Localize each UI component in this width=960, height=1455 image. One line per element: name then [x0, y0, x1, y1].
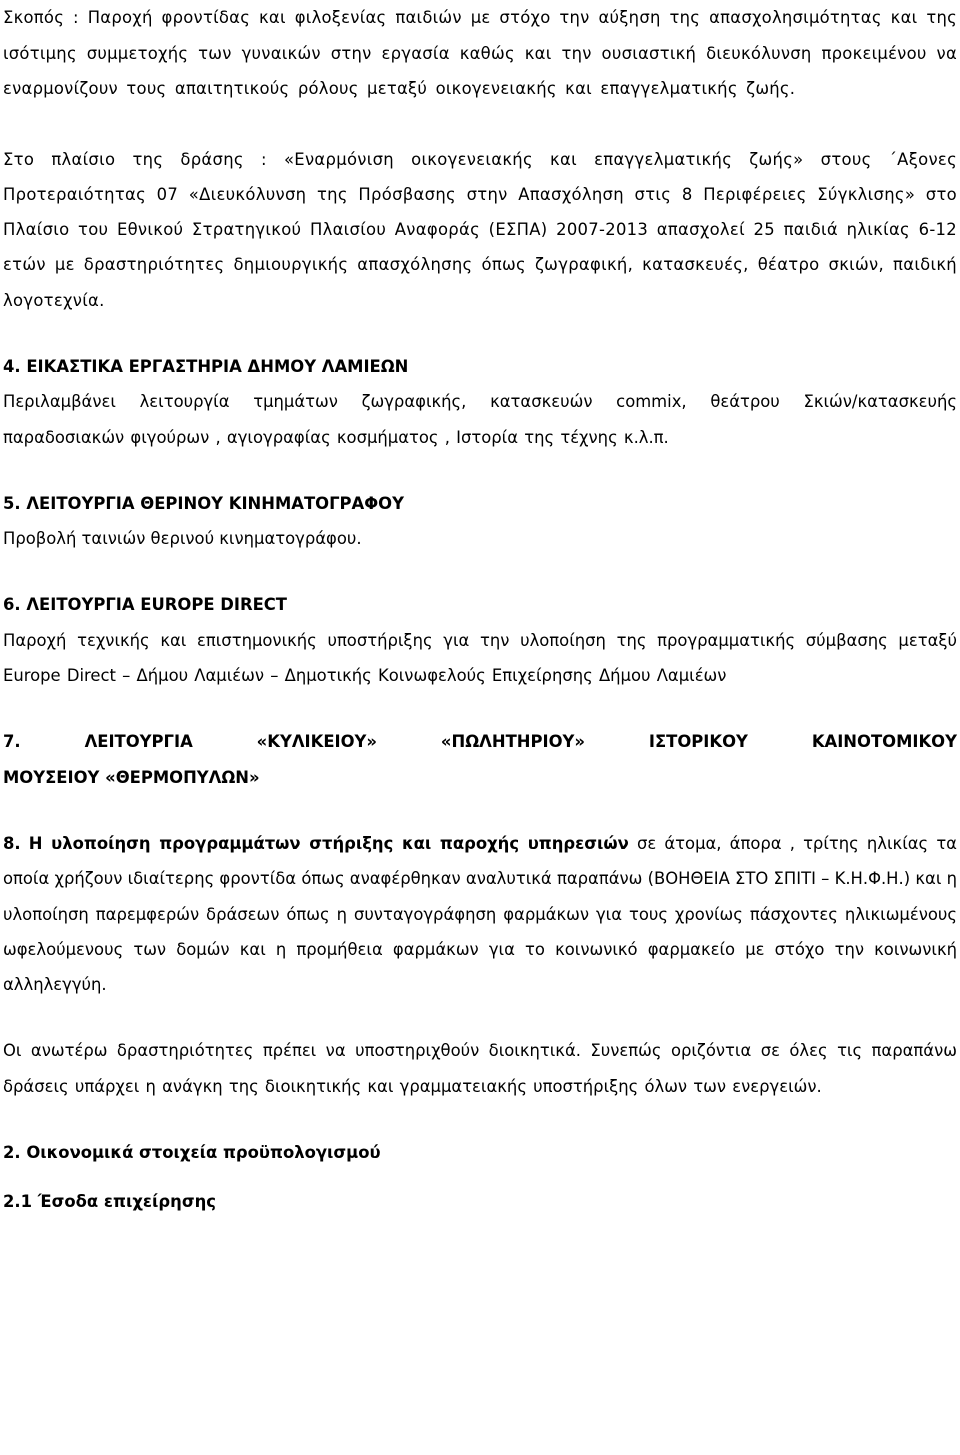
- section-6-title: ΛΕΙΤΟΥΡΓΙΑ EUROPE DIRECT: [26, 595, 287, 615]
- section-8-number: 8.: [3, 833, 21, 853]
- section-7-number: 7.: [3, 732, 21, 752]
- section-6-number: 6.: [3, 595, 21, 615]
- section-7-title-line1: ΛΕΙΤΟΥΡΓΙΑ «ΚΥΛΙΚΕΙΟΥ» «ΠΩΛΗΤΗΡΙΟΥ» ΙΣΤΟΡΙΚΟΥ ΚΑΙΝΟΤΟΜΙΚΟΥ: [84, 732, 957, 752]
- section-4-body: Περιλαμβάνει λειτουργία τμημάτων ζωγραφικής, κατασκευών commix, θεάτρου Σκιών/κατασκευής παραδοσιακών φιγούρων , αγιογραφίας κοσμήματος , Ιστορία της τέχνης κ.λ.π.: [3, 392, 957, 447]
- spacer: [3, 1002, 957, 1033]
- section-4-heading: [3, 349, 957, 384]
- section-8-paragraph: [3, 826, 957, 1002]
- section-5-body: Προβολή ταινιών θερινού κινηματογράφου.: [3, 529, 362, 549]
- document-page: [3, 0, 957, 1220]
- spacer: [3, 107, 957, 142]
- section-4-title: ΕΙΚΑΣΤΙΚΑ ΕΡΓΑΣΤΗΡΙΑ ΔΗΜΟΥ ΛΑΜΙΕΩΝ: [26, 356, 409, 376]
- section-6-heading: [3, 587, 957, 622]
- chapter-subheading: 2.1 Έσοδα επιχείρησης: [3, 1192, 216, 1212]
- spacer: [3, 455, 957, 486]
- spacer: [3, 318, 957, 349]
- spacer: [3, 556, 957, 587]
- section-8-title: Η υλοποίηση προγραμμάτων στήριξης και παροχής υπηρεσιών: [28, 833, 629, 853]
- closing-paragraph: Οι ανωτέρω δραστηριότητες πρέπει να υποστηριχθούν διοικητικά. Συνεπώς οριζόντια σε όλες τις παραπάνω δράσεις υπάρχει η ανάγκη της διοικητικής και γραμματειακής υποστήριξης όλων των ενεργειών.: [3, 1041, 957, 1096]
- section-7-heading-line1: [3, 724, 957, 759]
- spacer: [3, 1170, 957, 1184]
- section-5-number: 5.: [3, 493, 21, 513]
- section-5-title: ΛΕΙΤΟΥΡΓΙΑ ΘΕΡΙΝΟΥ ΚΙΝΗΜΑΤΟΓΡΑΦΟΥ: [26, 493, 404, 513]
- section-6-body: Παροχή τεχνικής και επιστημονικής υποστήριξης για την υλοποίηση της προγραμματικής σύμβασης μεταξύ Europe Direct – Δήμου Λαμιέων – Δημοτικής Κοινωφελούς Επιχείρησης Δήμου Λαμιέων: [3, 630, 957, 686]
- purpose-paragraph: Σκοπός : Παροχή φροντίδας και φιλοξενίας παιδιών με στόχο την αύξηση της απασχολησιμότητας και της ισότιμης συμμετοχής των γυναικών στην εργασία καθώς και την ουσιαστική διευκόλυνση προκειμένου να εναρμονίζουν τους απαιτητικούς ρόλους μεταξύ οικογενειακής και επαγγελματικής ζωής.: [3, 8, 957, 98]
- spacer: [3, 693, 957, 724]
- section-8-body: σε άτομα, άπορα , τρίτης ηλικίας τα οποία χρήζουν ιδιαίτερης φροντίδα όπως αναφέρθηκαν αναλυτικά παραπάνω (ΒΟΗΘΕΙΑ ΣΤΟ ΣΠΙΤΙ – Κ.Η.Φ.Η.) και η υλοποίηση παρεμφερών δράσεων όπως η συνταγογράφηση φαρμάκων για τους χρονίως πάσχοντες ηλικιωμένους ωφελούμενους των δομών και η προμήθεια φαρμάκων για το κοινωνικό φαρμακείο με στόχο την κοινωνική αλληλεγγύη.: [3, 833, 957, 995]
- spacer: [3, 1104, 957, 1135]
- section-7-title-line2: ΜΟΥΣΕΙΟΥ «ΘΕΡΜΟΠΥΛΩΝ»: [3, 767, 260, 787]
- spacer: [3, 795, 957, 826]
- chapter-heading: 2. Οικονομικά στοιχεία προϋπολογισμού: [3, 1143, 381, 1163]
- context-paragraph: Στο πλαίσιο της δράσης : «Εναρμόνιση οικογενειακής και επαγγελματικής ζωής» στους ΄Αξονες Προτεραιότητας 07 «Διευκόλυνση της Πρόσβασης στην Απασχόληση στις 8 Περιφέρειες Σύγκλισης» στο Πλαίσιο του Εθνικού Στρατηγικού Πλαισίου Αναφοράς (ΕΣΠΑ) 2007-2013 απασχολεί 25 παιδιά ηλικίας 6-12 ετών με δραστηριότητες δημιουργικής απασχόλησης όπως ζωγραφική, κατασκευές, θέατρο σκιών, παιδική λογοτεχνία.: [3, 149, 957, 310]
- section-4-number: 4.: [3, 356, 21, 376]
- section-5-heading: [3, 486, 957, 521]
